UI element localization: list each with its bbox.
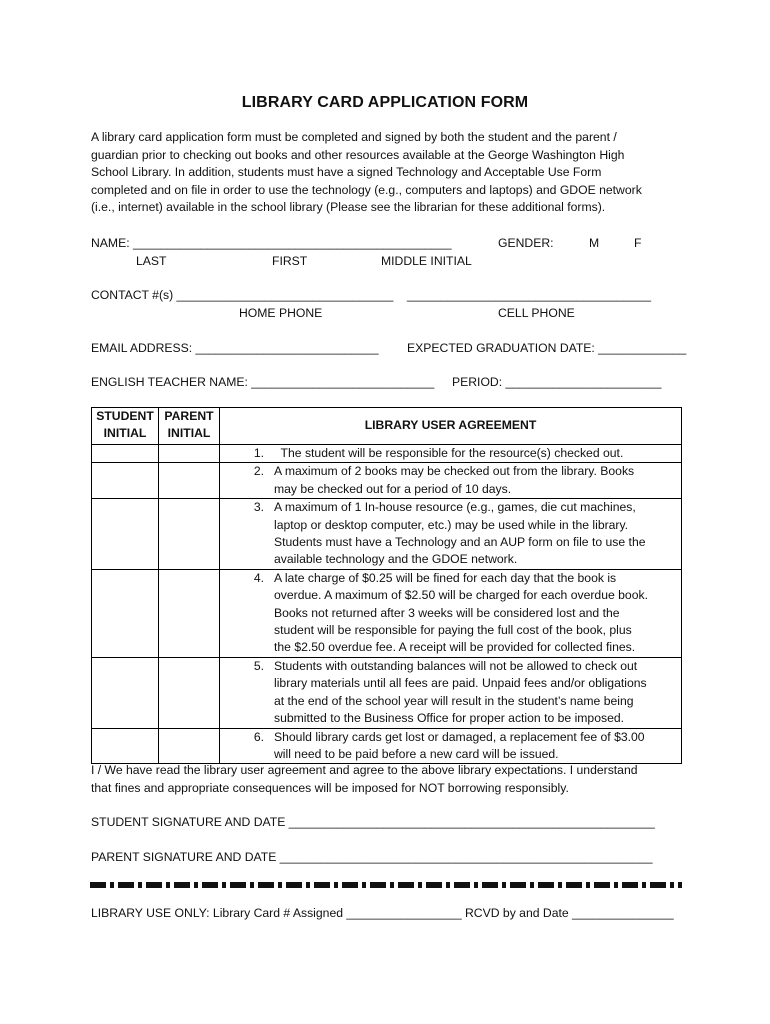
graduation-date-field[interactable]: EXPECTED GRADUATION DATE: _____________ <box>407 341 687 355</box>
rule-line: Students with outstanding balances will not be allowed to check out <box>274 658 638 673</box>
gender-female-option[interactable]: F <box>634 236 642 250</box>
english-teacher-field[interactable]: ENGLISH TEACHER NAME: ___________________________ <box>91 375 435 389</box>
rule-2 <box>220 463 682 499</box>
intro-line: A library card application form must be completed and signed by both the student and the parent / <box>91 130 617 144</box>
parent-initial-cell[interactable] <box>159 445 220 463</box>
parent-initial-cell[interactable] <box>159 728 220 764</box>
rule-line: A late charge of $0.25 will be fined for each day that the book is <box>274 570 617 585</box>
rule-number: 5. <box>253 658 264 673</box>
user-agreement-table <box>91 407 682 764</box>
ack-line: I / We have read the library user agreement and agree to the above library expectations. I understand <box>91 763 638 777</box>
student-initial-cell[interactable] <box>92 499 159 570</box>
parent-initial-cell[interactable] <box>159 499 220 570</box>
home-phone-field[interactable]: CONTACT #(s) ________________________________ <box>91 288 394 302</box>
name-sublabel-last: LAST <box>136 254 167 268</box>
student-initial-cell[interactable] <box>92 445 159 463</box>
parent-initial-cell[interactable] <box>159 657 220 728</box>
rule-line: library materials until all fees are paid. Unpaid fees and/or obligations <box>274 676 647 691</box>
gender-male-option[interactable]: M <box>589 236 600 250</box>
intro-line: (i.e., internet) available in the school library (Please see the librarian for these additional forms). <box>91 200 606 215</box>
intro-line: guardian prior to checking out books and other resources available at the George Washington High <box>91 147 625 162</box>
ack-line: that fines and appropriate consequences will be imposed for NOT borrowing responsibly. <box>91 780 569 795</box>
period-field[interactable]: PERIOD: _______________________ <box>452 375 662 389</box>
rule-line: A maximum of 1 In-house resource (e.g., games, die cut machines, <box>274 500 636 515</box>
gender-label: GENDER: <box>498 236 554 250</box>
student-initial-cell[interactable] <box>92 728 159 764</box>
email-field[interactable]: EMAIL ADDRESS: ___________________________ <box>91 341 379 355</box>
student-signature-field[interactable]: STUDENT SIGNATURE AND DATE ______________________________________________________ <box>91 815 655 829</box>
intro-paragraph <box>91 129 691 217</box>
rule-4 <box>220 569 682 657</box>
rule-line: The student will be responsible for the resource(s) checked out. <box>274 446 624 460</box>
table-row <box>92 569 682 657</box>
intro-line: School Library. In addition, students must have a signed Technology and Acceptable Use Form <box>91 165 602 180</box>
library-use-only-field[interactable]: LIBRARY USE ONLY: Library Card # Assigned _________________ RCVD by and Date _______________ <box>91 906 674 920</box>
rule-number: 6. <box>253 729 264 744</box>
student-initial-cell[interactable] <box>92 463 159 499</box>
name-field[interactable]: NAME: _______________________________________________ <box>91 236 452 250</box>
name-sublabel-middle: MIDDLE INITIAL <box>381 254 472 268</box>
rule-line: submitted to the Business Office for proper action to be imposed. <box>274 711 625 726</box>
rule-line: the $2.50 overdue fee. A receipt will be provided for collected fines. <box>274 640 636 655</box>
intro-line: completed and on file in order to use the technology (e.g., computers and laptops) and GDOE network <box>91 182 642 197</box>
rule-5 <box>220 657 682 728</box>
table-row <box>92 499 682 570</box>
rule-number: 2. <box>253 464 264 479</box>
cut-line-divider <box>90 882 682 888</box>
table-header-row <box>92 408 682 445</box>
cell-phone-field[interactable]: ____________________________________ <box>407 288 652 302</box>
rule-line: student will be responsible for paying the full cost of the book, plus <box>274 623 632 638</box>
rule-line: will need to be paid before a new card will be issued. <box>274 746 559 761</box>
table-row <box>92 445 682 463</box>
rule-line: Should library cards get lost or damaged, a replacement fee of $3.00 <box>274 729 645 744</box>
table-row <box>92 463 682 499</box>
rule-number: 4. <box>253 570 264 585</box>
rule-line: Books not returned after 3 weeks will be considered lost and the <box>274 605 620 620</box>
rule-line: may be checked out for a period of 10 days. <box>274 481 512 496</box>
agreement-header: LIBRARY USER AGREEMENT <box>220 408 682 445</box>
parent-signature-field[interactable]: PARENT SIGNATURE AND DATE _______________________________________________________ <box>91 850 653 864</box>
student-initial-header <box>92 408 159 445</box>
header-line: PARENT <box>164 409 214 423</box>
acknowledgement-paragraph <box>91 762 691 797</box>
rule-line: available technology and the GDOE network. <box>274 552 518 567</box>
rule-number: 1. <box>253 446 264 460</box>
form-title: LIBRARY CARD APPLICATION FORM <box>241 94 529 111</box>
cell-phone-label: CELL PHONE <box>498 306 575 320</box>
header-line: INITIAL <box>103 426 147 441</box>
rule-line: A maximum of 2 books may be checked out from the library. Books <box>274 464 635 479</box>
name-sublabel-first: FIRST <box>272 254 308 268</box>
rule-number: 3. <box>253 500 264 515</box>
rule-line: Students must have a Technology and an AUP form on file to use the <box>274 535 646 550</box>
rule-line: at the end of the school year will result in the student’s name being <box>274 693 634 708</box>
rule-line: overdue. A maximum of $2.50 will be charged for each overdue book. <box>274 588 648 603</box>
rule-6 <box>220 728 682 764</box>
rule-line: laptop or desktop computer, etc.) may be used while in the library. <box>274 517 629 532</box>
student-initial-cell[interactable] <box>92 569 159 657</box>
table-row <box>92 728 682 764</box>
parent-initial-header <box>159 408 220 445</box>
home-phone-label: HOME PHONE <box>239 306 323 320</box>
table-row <box>92 657 682 728</box>
rule-3 <box>220 499 682 570</box>
student-initial-cell[interactable] <box>92 657 159 728</box>
parent-initial-cell[interactable] <box>159 463 220 499</box>
rule-1 <box>220 445 682 463</box>
parent-initial-cell[interactable] <box>159 569 220 657</box>
header-line: INITIAL <box>167 426 211 441</box>
header-line: STUDENT <box>96 409 154 423</box>
